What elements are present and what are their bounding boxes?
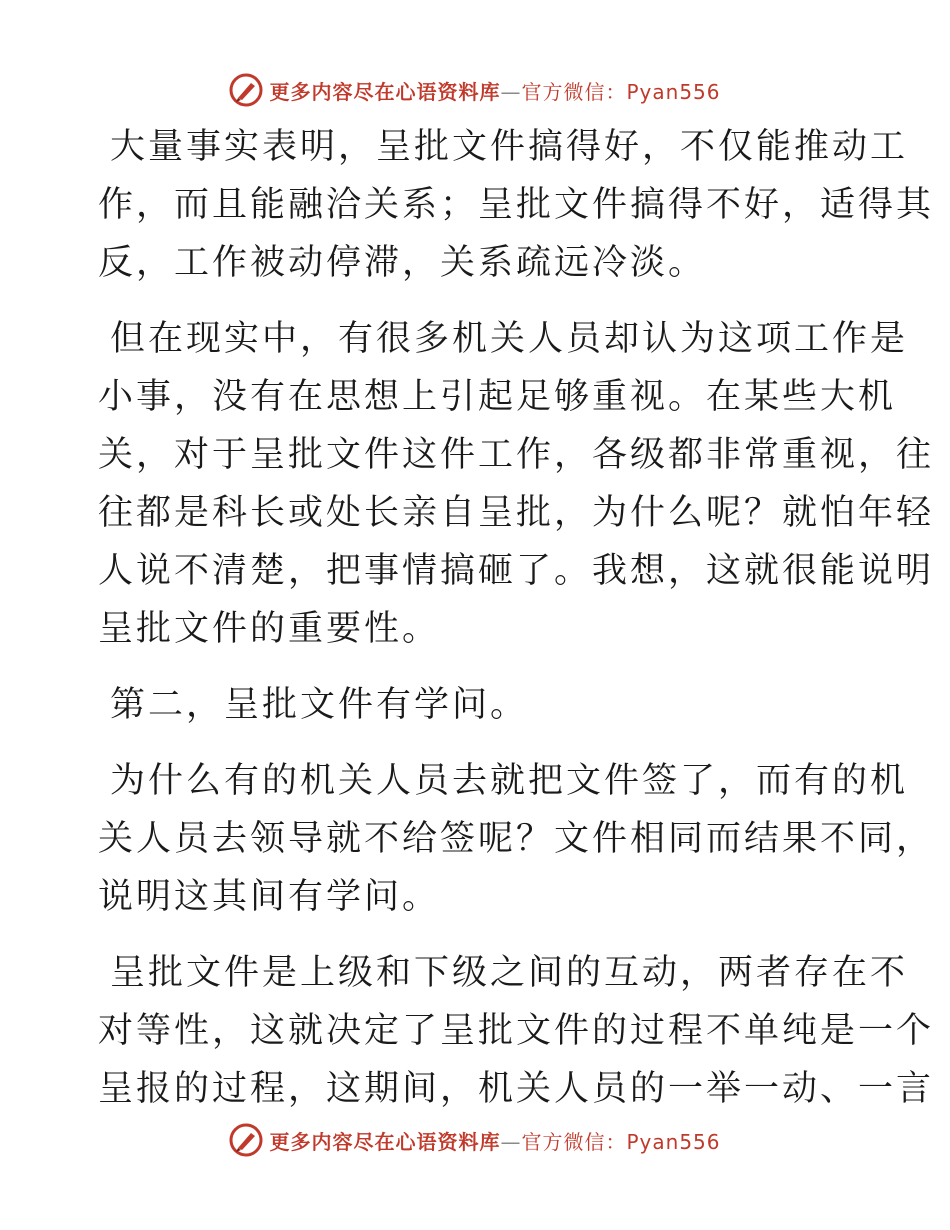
watermark-brand: 更多内容尽在心语资料库 <box>269 1129 501 1154</box>
watermark-brand: 更多内容尽在心语资料库 <box>269 79 501 104</box>
text-line: 但在现实中，有很多机关人员却认为这项工作是 <box>110 319 909 359</box>
watermark-text <box>269 1126 720 1155</box>
text-line: 关，对于呈批文件这件工作，各级都非常重视，往 <box>98 435 935 475</box>
paragraph-4 <box>98 752 935 926</box>
watermark-dash: — <box>500 79 522 104</box>
text-line: 呈批文件是上级和下级之间的互动，两者存在不 <box>110 953 909 993</box>
watermark-dash: — <box>500 1129 522 1154</box>
text-line: 呈批文件的重要性。 <box>98 609 441 649</box>
pen-logo-icon <box>229 73 263 107</box>
text-line: 为什么有的机关人员去就把文件签了，而有的机 <box>110 761 909 801</box>
watermark-wechat-id: Pyan556 <box>626 1129 721 1154</box>
paragraph-2 <box>98 310 935 658</box>
text-line: 说明这其间有学问。 <box>98 877 441 917</box>
watermark-text <box>269 76 720 105</box>
paragraph-1 <box>98 118 935 292</box>
pen-logo-icon <box>229 1123 263 1157</box>
watermark-wechat-label: 官方微信： <box>521 79 627 104</box>
text-line: 第二，呈批文件有学问。 <box>110 685 529 725</box>
text-line: 人说不清楚，把事情搞砸了。我想，这就很能说明 <box>98 551 935 591</box>
paragraph-3-heading <box>98 676 850 734</box>
text-line: 往都是科长或处长亲自呈批，为什么呢？就怕年轻 <box>98 493 935 533</box>
text-line: 作，而且能融洽关系；呈批文件搞得不好，适得其 <box>98 185 935 225</box>
header-watermark <box>0 70 950 110</box>
text-line: 小事，没有在思想上引起足够重视。在某些大机 <box>98 377 897 417</box>
paragraph-5 <box>98 944 935 1118</box>
text-line: 呈报的过程，这期间，机关人员的一举一动、一言 <box>98 1069 935 1109</box>
footer-watermark <box>0 1120 950 1160</box>
text-line: 关人员去领导就不给签呢？文件相同而结果不同， <box>98 819 935 859</box>
watermark-wechat-label: 官方微信： <box>521 1129 627 1154</box>
document-body <box>98 118 935 1136</box>
text-line: 对等性，这就决定了呈批文件的过程不单纯是一个 <box>98 1011 935 1051</box>
watermark-wechat-id: Pyan556 <box>626 79 721 104</box>
text-line: 大量事实表明，呈批文件搞得好，不仅能推动工 <box>110 127 909 167</box>
text-line: 反，工作被动停滞，关系疏远冷淡。 <box>98 243 707 283</box>
